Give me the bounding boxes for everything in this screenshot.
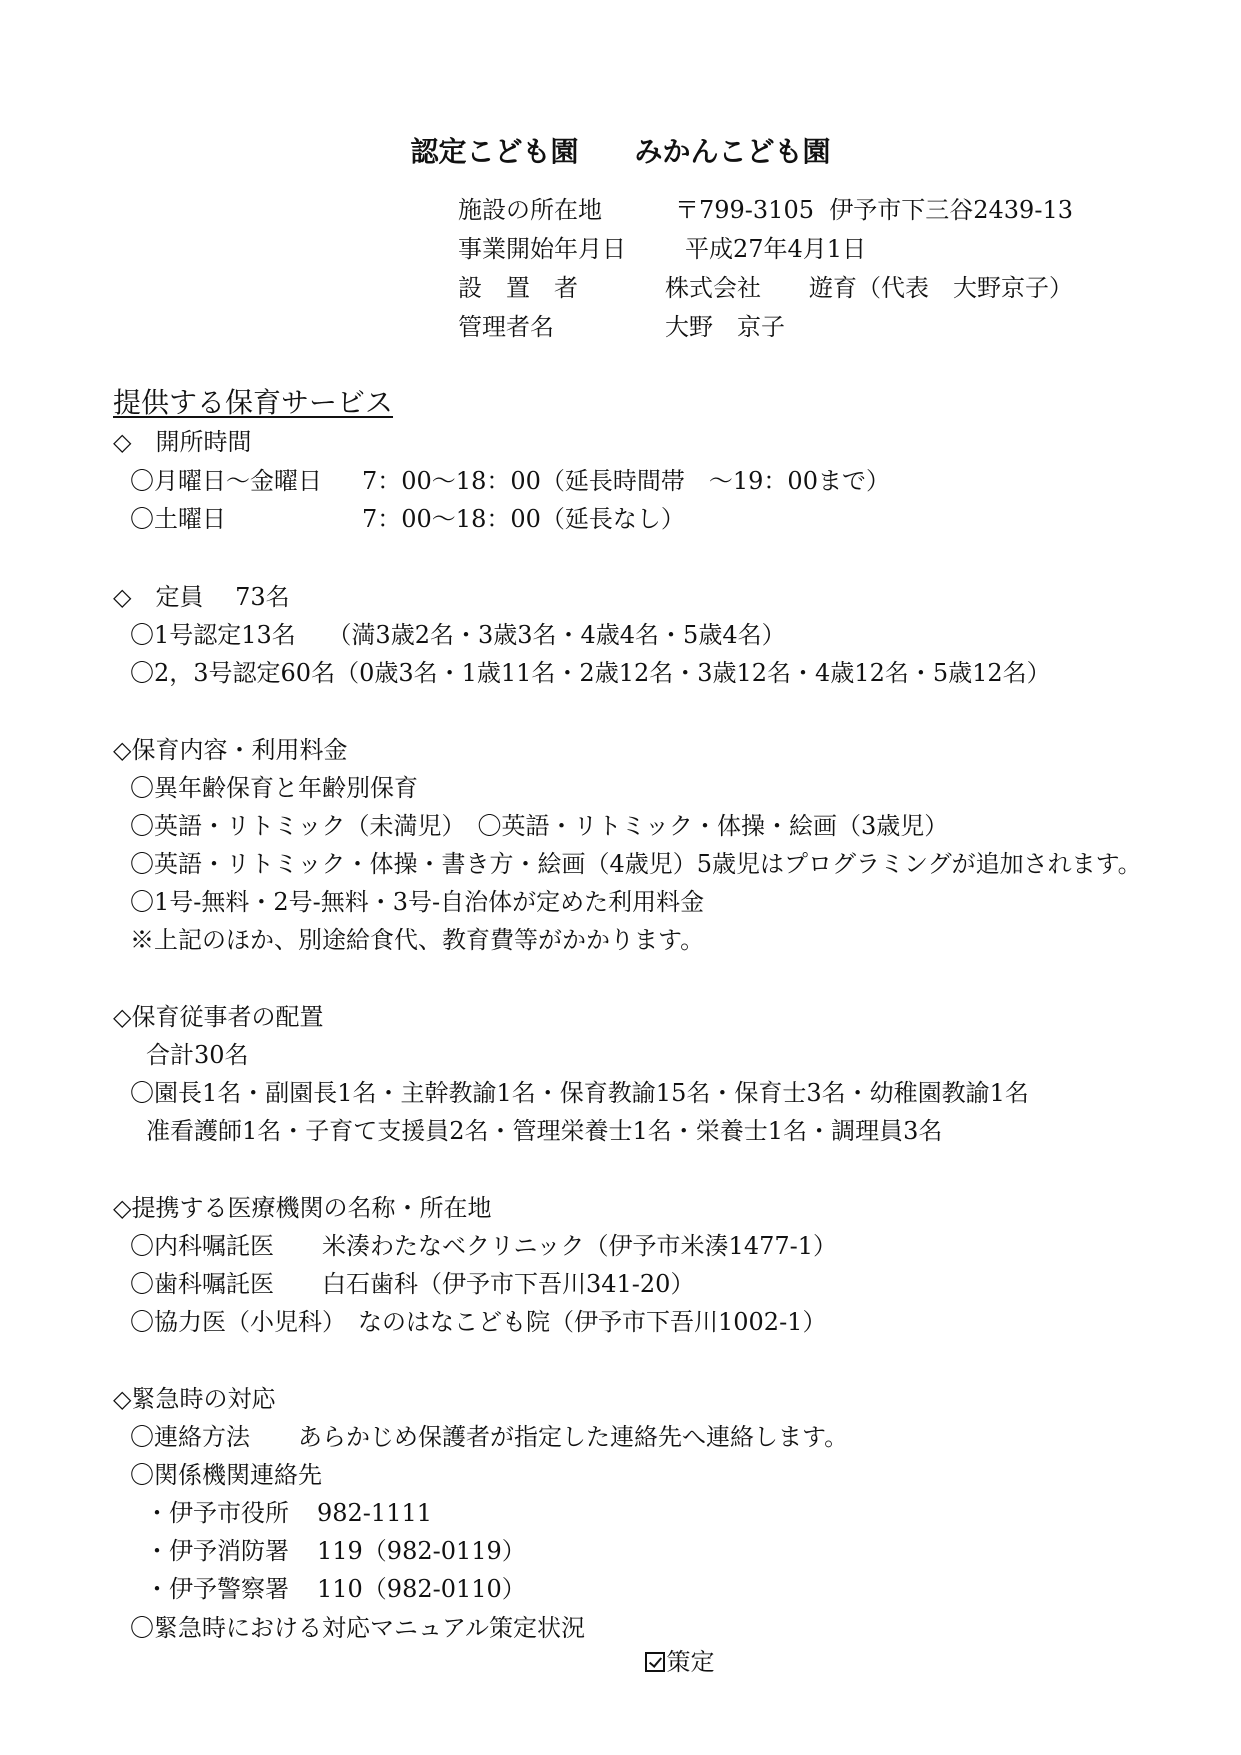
hours-weekday-label: 〇月曜日～金曜日 xyxy=(130,467,322,495)
emergency-related-heading: 〇関係機関連絡先 xyxy=(130,1461,322,1489)
info-row-manager xyxy=(458,310,785,446)
emergency-heading: ◇緊急時の対応 xyxy=(113,1385,276,1413)
capacity-line: 〇2，3号認定60名（0歳3名・1歳11名・2歳12名・3歳12名・4歳12名・5歳12名） xyxy=(130,659,1051,687)
document-title: 認定こども園 みかんこども園 xyxy=(410,135,831,168)
info-label: 設 置 者 xyxy=(458,274,578,302)
hours-heading: ◇ 開所時間 xyxy=(113,428,252,456)
medical-line: 〇歯科嘱託医 白石歯科（伊予市下吾川341-20） xyxy=(130,1270,695,1298)
info-label: 管理者名 xyxy=(458,313,554,341)
hours-saturday-value: 7：00～18：00（延長なし） xyxy=(362,505,685,533)
contact-number: 110（982-0110） xyxy=(317,1575,526,1603)
staff-total: 合計30名 xyxy=(146,1041,249,1069)
contact-name: ・伊予市役所 xyxy=(145,1499,289,1527)
hours-saturday-label: 〇土曜日 xyxy=(130,505,226,533)
capacity-line: 〇1号認定13名 （満3歳2名・3歳3名・4歳4名・5歳4名） xyxy=(130,621,786,649)
info-value: 株式会社 遊育（代表 大野京子） xyxy=(665,274,1073,302)
section-heading: 提供する保育サービス xyxy=(113,386,394,419)
contact-name: ・伊予警察署 xyxy=(145,1575,289,1603)
contact-name: ・伊予消防署 xyxy=(145,1537,289,1565)
manual-status-text: 策定 xyxy=(666,1648,715,1676)
staff-heading: ◇保育従事者の配置 xyxy=(113,1003,324,1031)
checkbox-checked-icon xyxy=(645,1652,665,1672)
content-note: ※上記のほか、別途給食代、教育費等がかかります。 xyxy=(130,926,705,954)
staff-line: 准看護師1名・子育て支援員2名・管理栄養士1名・栄養士1名・調理員3名 xyxy=(146,1117,943,1145)
content-heading: ◇保育内容・利用料金 xyxy=(113,736,348,764)
info-value: 平成27年4月1日 xyxy=(685,235,867,263)
manual-status xyxy=(614,1611,715,1713)
medical-heading: ◇提携する医療機関の名称・所在地 xyxy=(113,1194,492,1222)
capacity-heading: ◇ 定員 73名 xyxy=(113,583,290,611)
manual-label: 〇緊急時における対応マニュアル策定状況 xyxy=(130,1614,586,1642)
content-line: 〇英語・リトミック・体操・書き方・絵画（4歳児）5歳児はプログラミングが追加されます。 xyxy=(130,850,1142,878)
info-label: 施設の所在地 xyxy=(458,196,602,224)
medical-line: 〇内科嘱託医 米湊わたなベクリニック（伊予市米湊1477-1） xyxy=(130,1232,838,1260)
content-line: 〇英語・リトミック（未満児） 〇英語・リトミック・体操・絵画（3歳児） xyxy=(130,812,949,840)
content-line: 〇異年齢保育と年齢別保育 xyxy=(130,774,418,802)
info-value: 〒799-3105 伊予市下三谷2439-13 xyxy=(675,196,1073,224)
emergency-contact-method: 〇連絡方法 あらかじめ保護者が指定した連絡先へ連絡します。 xyxy=(130,1423,849,1451)
info-label: 事業開始年月日 xyxy=(458,235,626,263)
info-value: 大野 京子 xyxy=(665,313,785,341)
contact-number: 119（982-0119） xyxy=(317,1537,526,1565)
medical-line: 〇協力医（小児科） なのはなこども院（伊予市下吾川1002-1） xyxy=(130,1308,827,1336)
staff-line: 〇園長1名・副園長1名・主幹教諭1名・保育教諭15名・保育士3名・幼稚園教諭1名 xyxy=(130,1079,1029,1107)
hours-weekday-value: 7：00～18：00（延長時間帯 ～19：00まで） xyxy=(362,467,890,495)
content-line: 〇1号-無料・2号-無料・3号-自治体が定めた利用料金 xyxy=(130,888,705,916)
contact-number: 982-1111 xyxy=(317,1499,432,1527)
